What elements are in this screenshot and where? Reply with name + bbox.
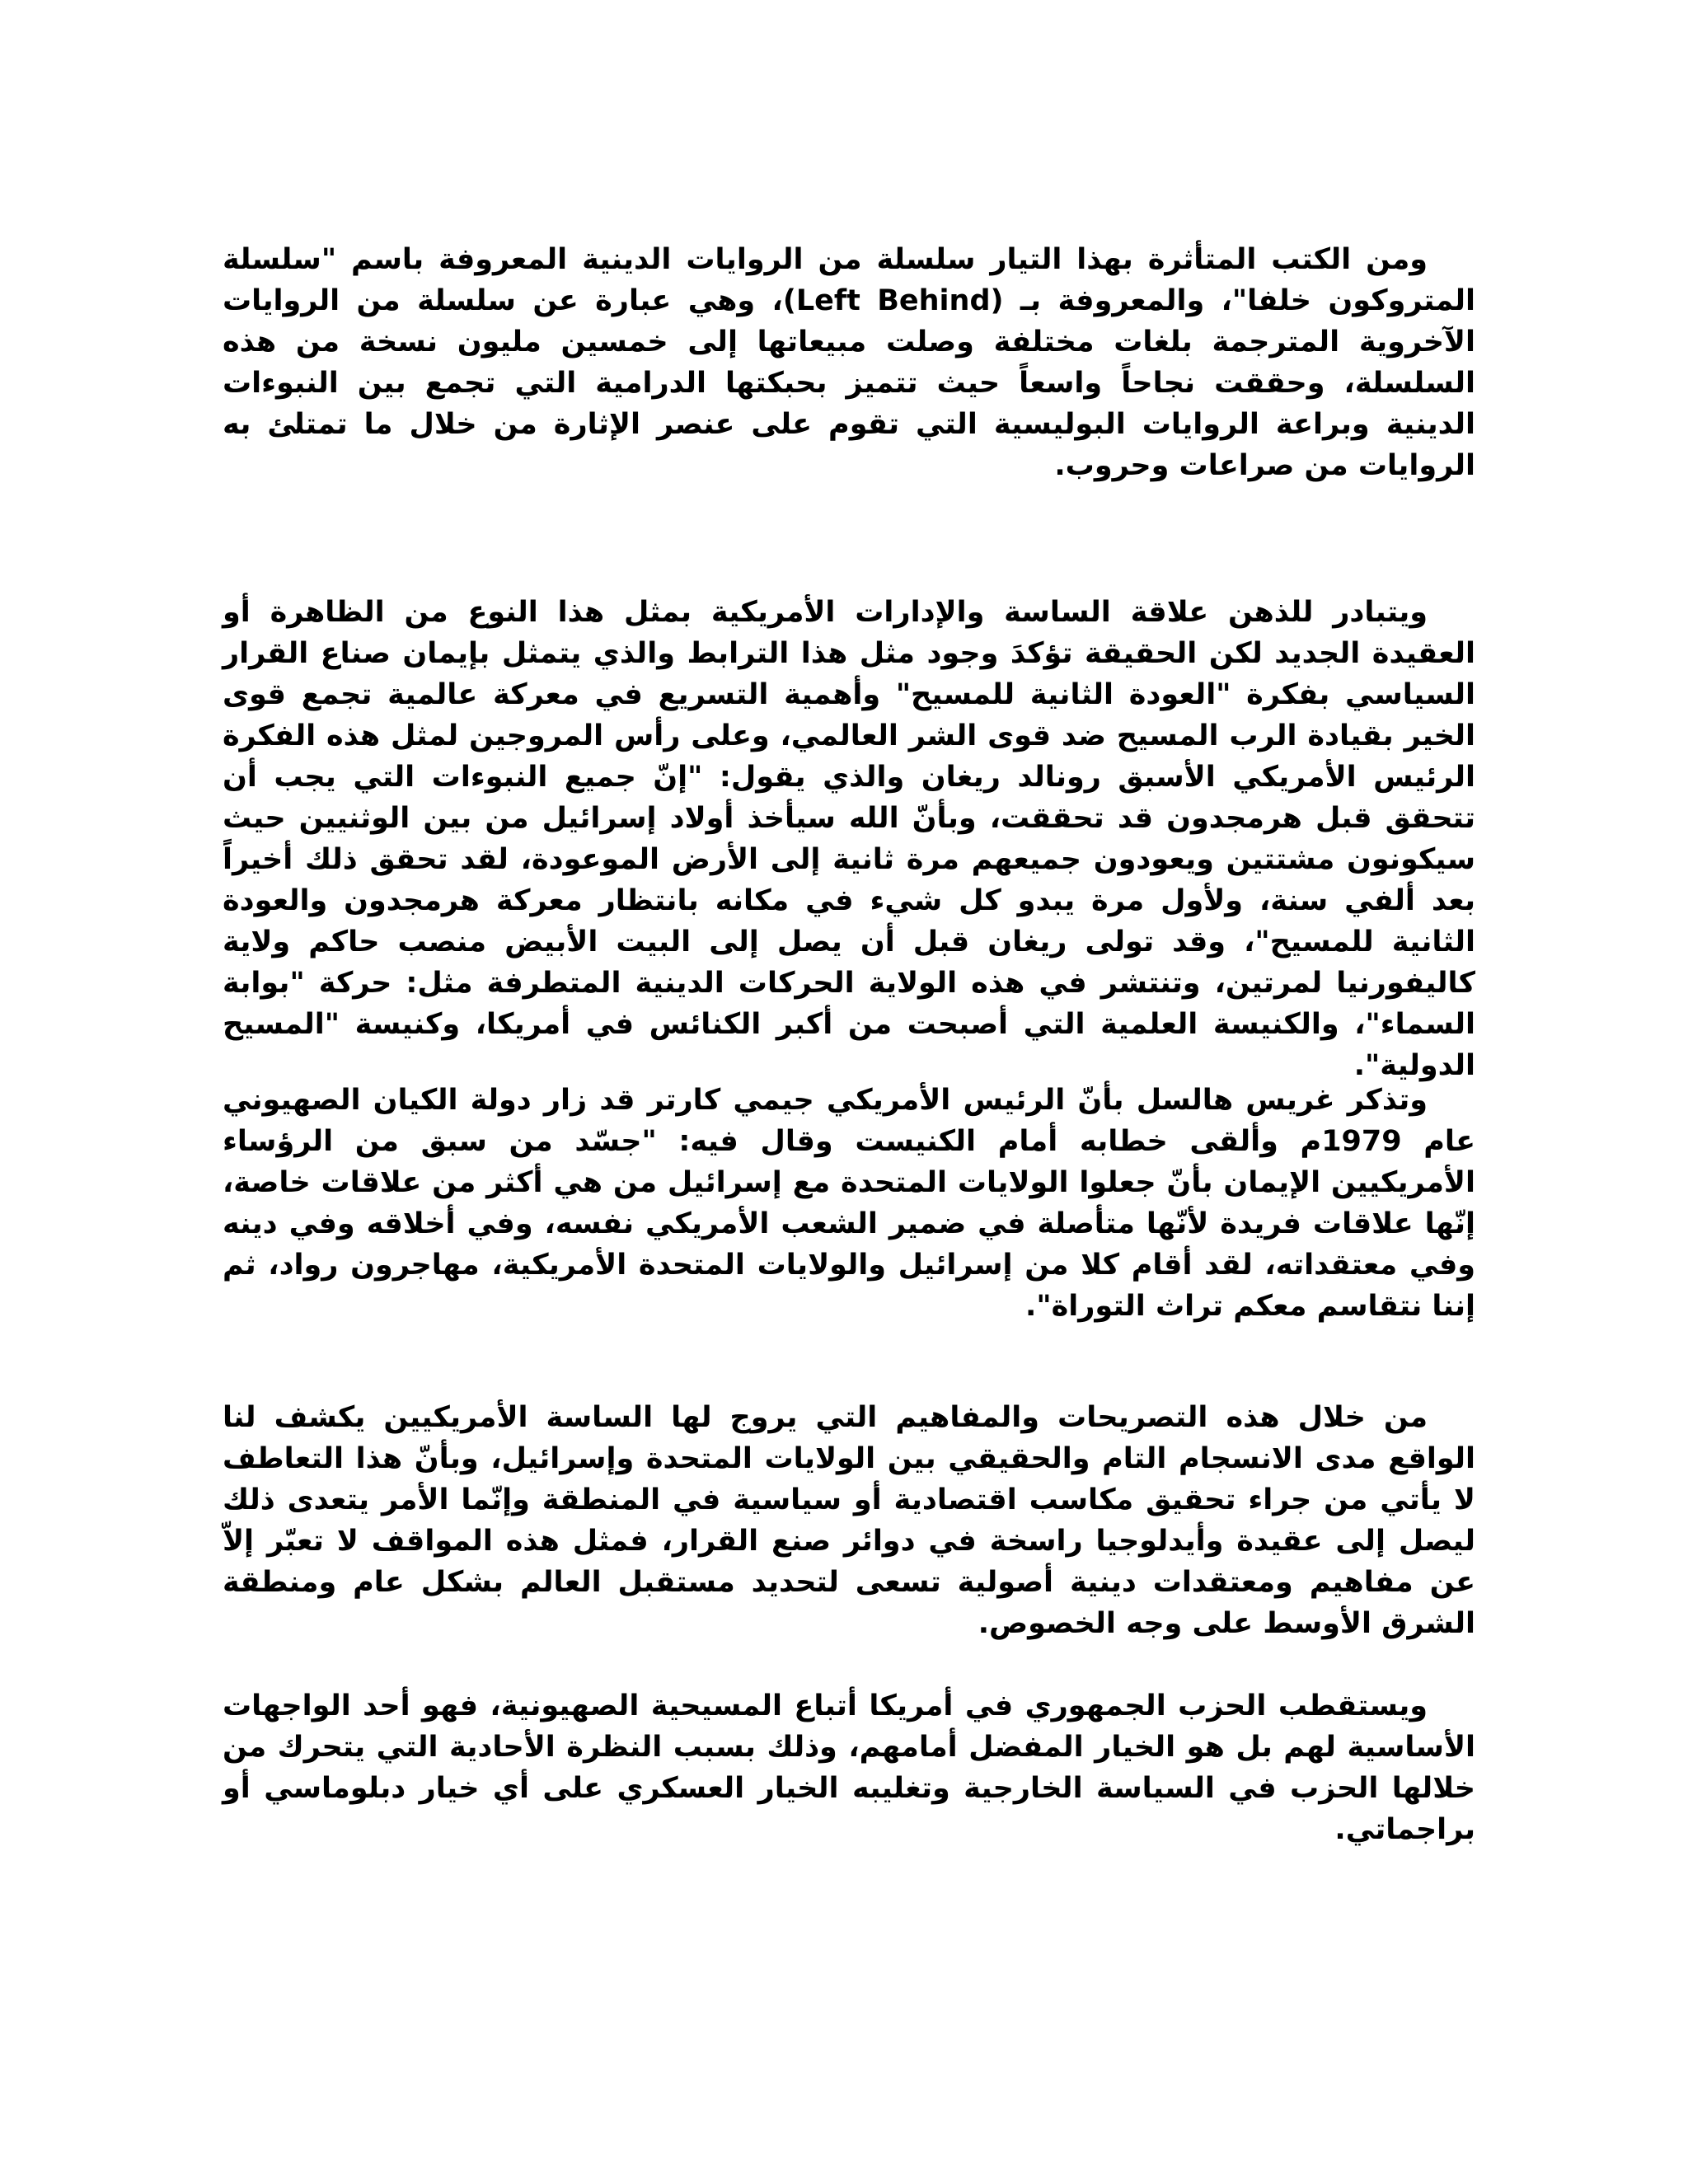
paragraph-republican-party: ويستقطب الحزب الجمهوري في أمريكا أتباع المسيحية الصهيونية، فهو أحد الواجهات الأساسية لهم بل هو الخيار المفضل أمامهم، وذلك بسبب النظرة الأحادية التي يتحرك من خلالها الحزب في السياسة الخارجية وتغليبه الخيار العسكري على أي خيار دبلوماسي أو براجماتي. — [223, 1690, 1475, 1846]
paragraph-us-israel-harmony: من خلال هذه التصريحات والمفاهيم التي يروج لها الساسة الأمريكيين يكشف لنا الواقع مدى الانسجام التام والحقيقي بين الولايات المتحدة وإسرائيل، وبأنّ هذا التعاطف لا يأتي من جراء تحقيق مكاسب اقتصادية أو سياسية في المنطقة وإنّما الأمر يتعدى ذلك ليصل إلى عقيدة وأيدلوجيا راسخة في دوائر صنع القرار، فمثل هذه المواقف لا تعبّر إلاّ عن مفاهيم ومعتقدات دينية أصولية تسعى لتحديد مستقبل العالم بشكل عام ومنطقة الشرق الأوسط على وجه الخصوص. — [223, 1401, 1475, 1640]
paragraph-left-behind-series: ومن الكتب المتأثرة بهذا التيار سلسلة من الروايات الدينية المعروفة باسم "سلسلة المتروكون خلفا"، والمعروفة بـ (Left Behind)، وهي عبارة عن سلسلة من الروايات الآخروية المترجمة بلغات مختلفة وصلت مبيعاتها إلى خمسين مليون نسخة من هذه السلسلة، وحققت نجاحاً واسعاً حيث تتميز بحبكتها الدرامية التي تجمع بين النبوءات الدينية وبراعة الروايات البوليسية التي تقوم على عنصر الإثارة من خلال ما تمتلئ به الروايات من صراعات وحروب. — [223, 243, 1475, 482]
paragraph-carter-knesset-speech: وتذكر غريس هالسل بأنّ الرئيس الأمريكي جيمي كارتر قد زار دولة الكيان الصهيوني عام 1979م وألقى خطابه أمام الكنيست وقال فيه: "جسّد من سبق من الرؤساء الأمريكيين الإيمان بأنّ جعلوا الولايات المتحدة مع إسرائيل من هي أكثر من علاقات خاصة، إنّها علاقات فريدة لأنّها متأصلة في ضمير الشعب الأمريكي نفسه، وفي أخلاقه وفي دينه وفي معتقداته، لقد أقام كلا من إسرائيل والولايات المتحدة الأمريكية، مهاجرون رواد، ثم إننا نتقاسم معكم تراث التوراة". — [223, 1084, 1475, 1323]
paragraph-politicians-second-coming: ويتبادر للذهن علاقة الساسة والإدارات الأمريكية بمثل هذا النوع من الظاهرة أو العقيدة الجديد لكن الحقيقة تؤكدَ وجود مثل هذا الترابط والذي يتمثل بإيمان صناع القرار السياسي بفكرة "العودة الثانية للمسيح" وأهمية التسريع في معركة عالمية تجمع قوى الخير بقيادة الرب المسيح ضد قوى الشر العالمي، وعلى رأس المروجين لمثل هذه الفكرة الرئيس الأمريكي الأسبق رونالد ريغان والذي يقول: "إنّ جميع النبوءات التي يجب أن تتحقق قبل هرمجدون قد تحققت، وبأنّ الله سيأخذ أولاد إسرائيل من بين الوثنيين حيث سيكونون مشتتين ويعودون جميعهم مرة ثانية إلى الأرض الموعودة، لقد تحقق ذلك أخيراً بعد ألفي سنة، ولأول مرة يبدو كل شيء في مكانه بانتظار معركة هرمجدون والعودة الثانية للمسيح"، وقد تولى ريغان قبل أن يصل إلى البيت الأبيض منصب حاكم ولاية كاليفورنيا لمرتين، وتنتشر في هذه الولاية الحركات الدينية المتطرفة مثل: حركة "بوابة السماء"، والكنيسة العلمية التي أصبحت من أكبر الكنائس في أمريكا، وكنيسة "المسيح الدولية". — [223, 596, 1475, 1082]
